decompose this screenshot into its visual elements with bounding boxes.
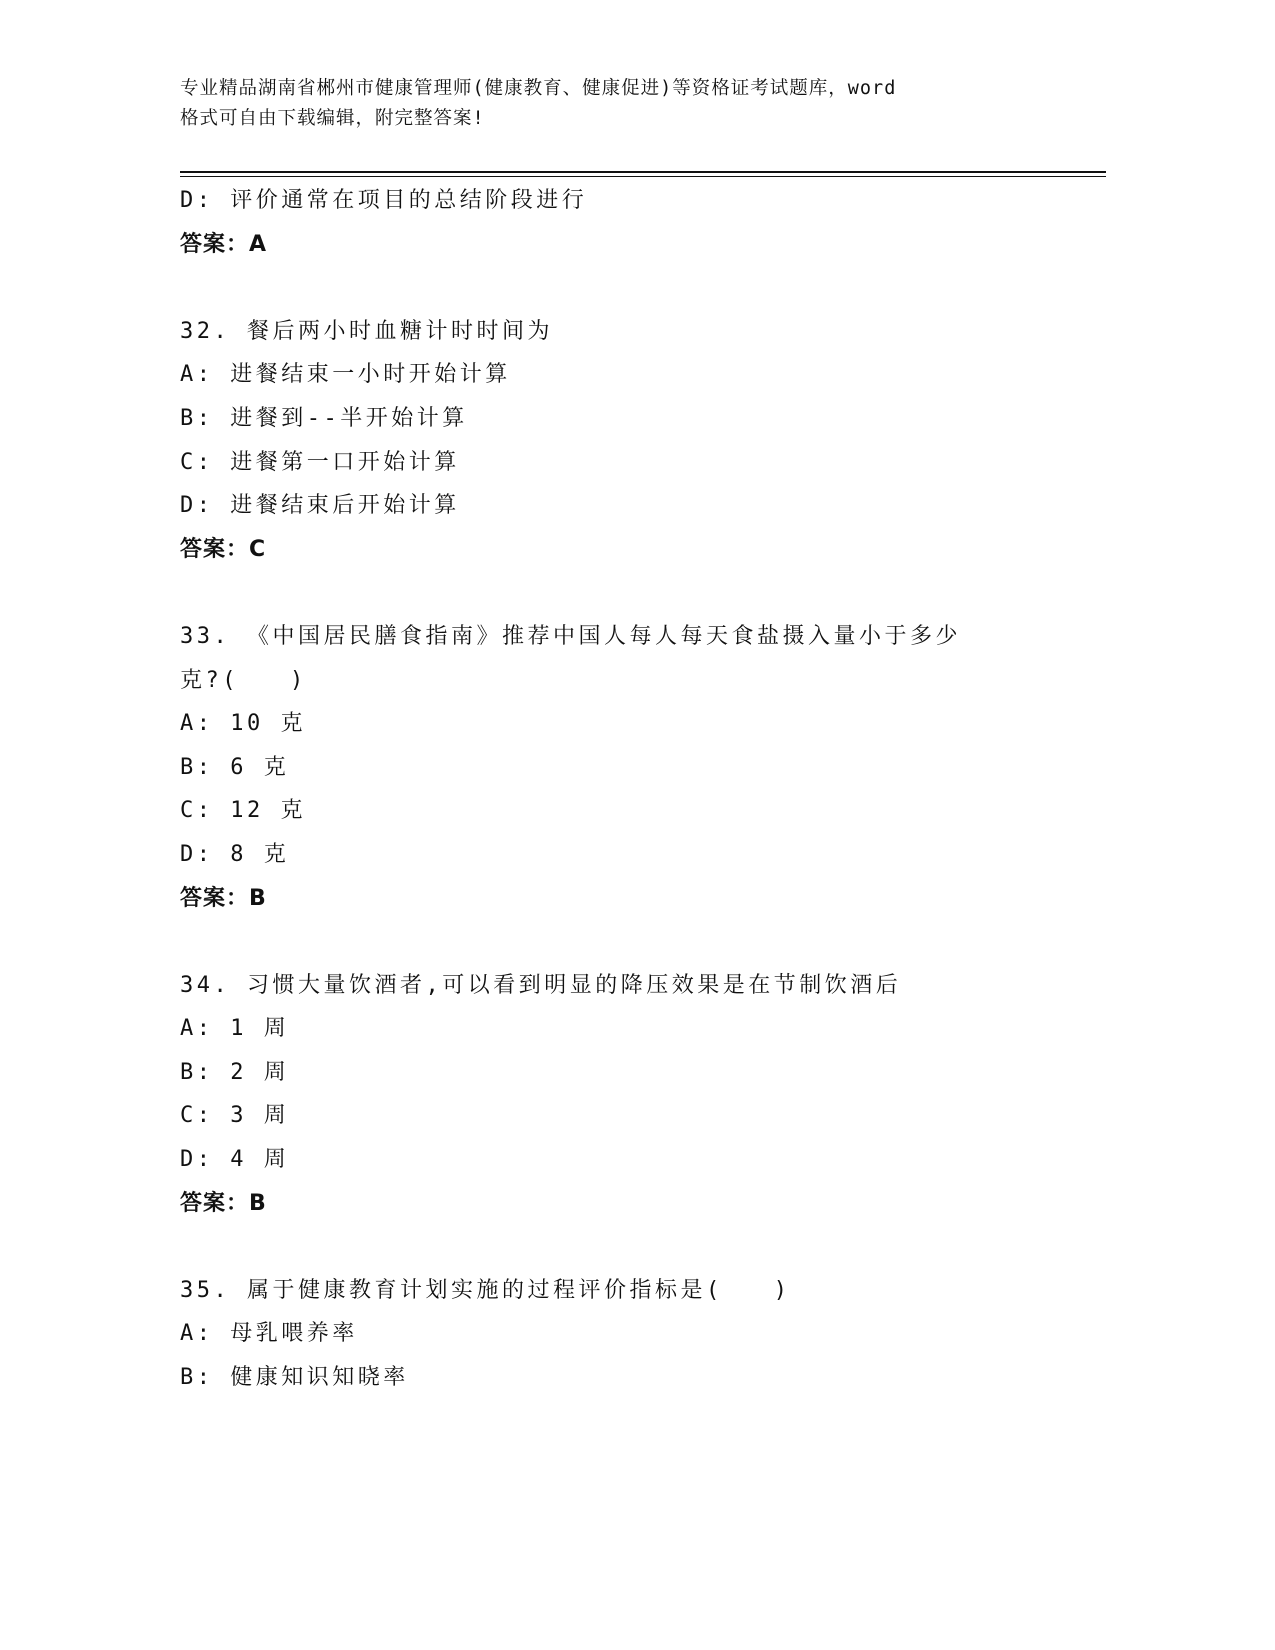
question-line: C: 进餐第一口开始计算 [180,449,460,475]
question-line: B: 进餐到--半开始计算 [180,405,468,431]
question-line: B: 2 周 [180,1059,290,1085]
header-divider [180,171,1106,173]
question-stem: 33. 《中国居民膳食指南》推荐中国人每人每天食盐摄入量小于多少 [180,623,961,649]
answer-line: 答案：B [180,885,267,911]
question-line: D: 8 克 [180,841,290,867]
question-line: A: 母乳喂养率 [180,1321,358,1347]
spacer [180,920,1080,964]
question-stem: 32. 餐后两小时血糖计时时间为 [180,318,553,344]
question-list [180,179,1080,1400]
header-line-2: 格式可自由下载编辑，附完整答案! [180,108,485,129]
question-line: D: 评价通常在项目的总结阶段进行 [180,188,588,213]
spacer [180,1225,1080,1269]
question-line: C: 12 克 [180,798,306,824]
header-divider-thin [180,176,1106,177]
answer-line: 答案：C [180,536,267,562]
question-line: D: 进餐结束后开始计算 [180,493,460,519]
question-line: 克?( ) [180,667,307,693]
document-header [180,74,1050,134]
question-line: D: 4 周 [180,1147,290,1173]
question-line: A: 1 周 [180,1016,290,1042]
question-line: A: 进餐结束一小时开始计算 [180,362,511,388]
question-line: A: 10 克 [180,711,306,737]
answer-line: 答案：A [180,231,268,257]
question-line: C: 3 周 [180,1103,290,1129]
question-stem: 35. 属于健康教育计划实施的过程评价指标是( ) [180,1277,791,1303]
question-line: B: 6 克 [180,754,290,780]
spacer [180,266,1080,310]
question-stem: 34. 习惯大量饮酒者,可以看到明显的降压效果是在节制饮酒后 [180,972,902,998]
spacer [180,571,1080,615]
question-line: B: 健康知识知晓率 [180,1365,409,1391]
answer-line: 答案：B [180,1190,267,1216]
header-line-1: 专业精品湖南省郴州市健康管理师(健康教育、健康促进)等资格证考试题库，word [180,78,897,99]
